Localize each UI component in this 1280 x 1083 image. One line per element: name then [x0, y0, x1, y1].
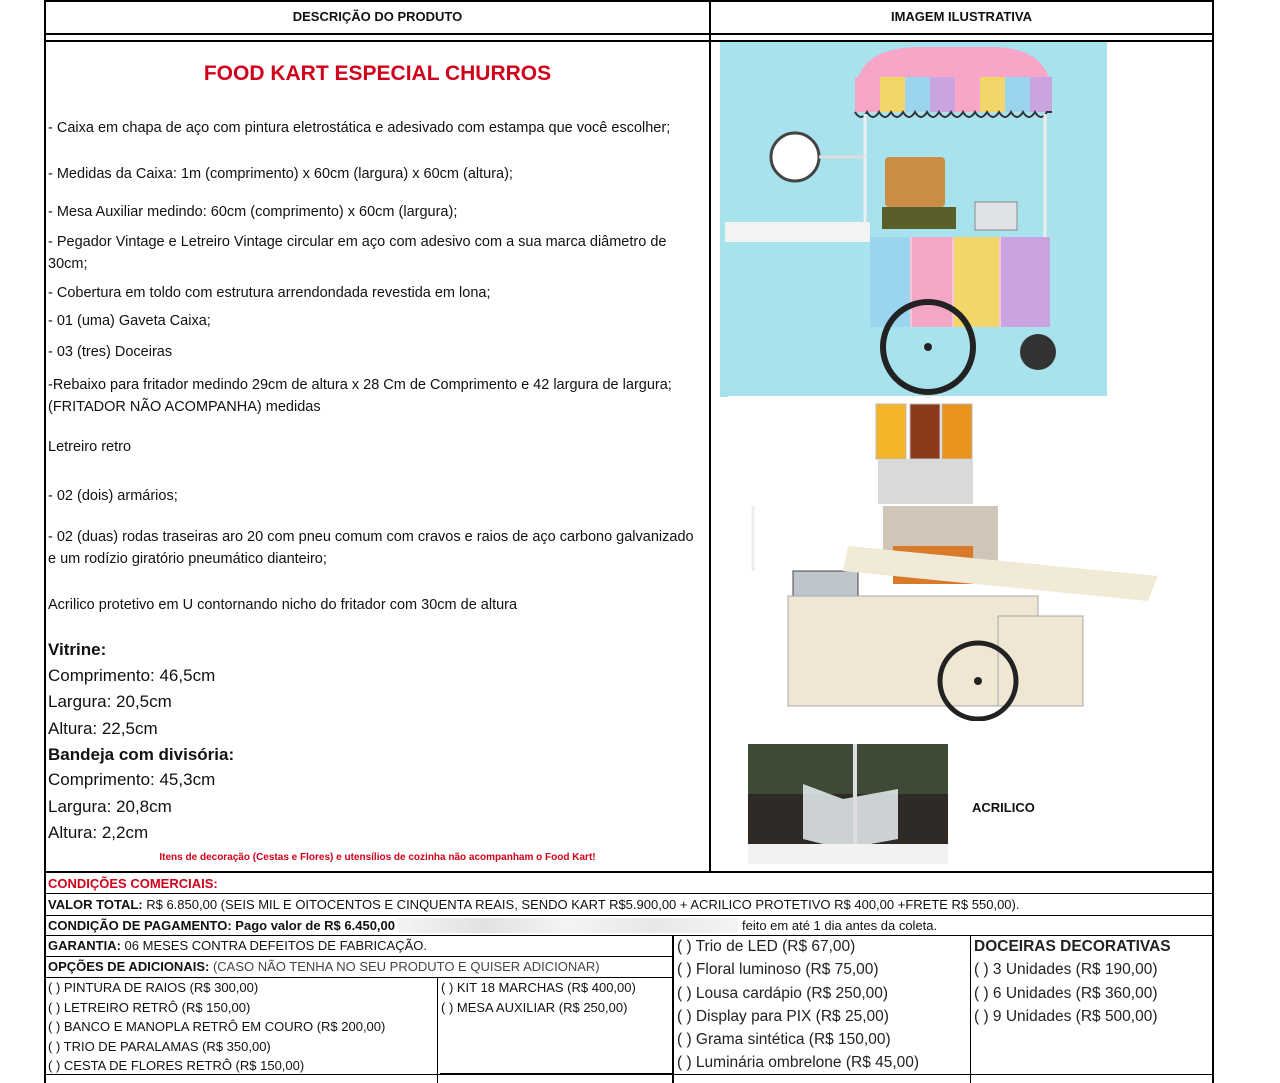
bandeja-title: Bandeja com divisória: — [48, 745, 235, 764]
bandeja-largura: Largura: 20,8cm — [48, 797, 172, 816]
header-description: DESCRIÇÃO DO PRODUTO — [292, 9, 463, 24]
dispensers — [885, 157, 945, 207]
addon-pintura-raios[interactable]: ( ) PINTURA DE RAIOS (R$ 300,00) — [48, 980, 259, 995]
header-image: IMAGEM ILUSTRATIVA — [890, 9, 1033, 24]
cond-rule-5 — [44, 977, 672, 978]
bullet-mesa: - Mesa Auxiliar medindo: 60cm (comprimento) x 60cm (largura); — [48, 204, 458, 220]
addon-grama-sintetica[interactable]: ( ) Grama sintética (R$ 150,00) — [677, 1031, 891, 1048]
addons-label: OPÇÕES DE ADICIONAIS: — [48, 959, 210, 974]
sign-circle — [771, 133, 819, 181]
bullet-armarios: - 02 (dois) armários; — [48, 488, 178, 504]
addon-col-divider-1 — [437, 977, 438, 1083]
bullet-caixa: - Caixa em chapa de aço com pintura eletrostática e adesivado com estampa que você escolher; — [48, 120, 671, 136]
content-bottom-rule — [44, 871, 1214, 873]
addon-trio-paralamas[interactable]: ( ) TRIO DE PARALAMAS (R$ 350,00) — [48, 1039, 271, 1054]
addon-letreiro-retro[interactable]: ( ) LETREIRO RETRÔ (R$ 150,00) — [48, 1000, 251, 1015]
addon-col-divider-2 — [672, 935, 674, 1083]
payment-label: CONDIÇÃO DE PAGAMENTO: Pago valor de R$ 6.450,00 — [48, 918, 395, 933]
cond-rule-3 — [44, 935, 1214, 936]
addon-kit-marchas[interactable]: ( ) KIT 18 MARCHAS (R$ 400,00) — [441, 980, 636, 995]
addon-cesta-flores[interactable]: ( ) CESTA DE FLORES RETRÔ (R$ 150,00) — [48, 1058, 305, 1073]
warranty-label: GARANTIA: — [48, 938, 121, 953]
product-title: FOOD KART ESPECIAL CHURROS — [203, 62, 552, 85]
addon-bottom-rule — [44, 1074, 1214, 1075]
valor-total-label: VALOR TOTAL: — [48, 897, 143, 912]
valor-total-row — [48, 897, 1019, 912]
payment-row — [48, 918, 395, 933]
border-left — [44, 0, 46, 1083]
warranty-row — [48, 938, 427, 953]
doceiras-title: DOCEIRAS DECORATIVAS — [974, 938, 1171, 955]
vitrine-comprimento: Comprimento: 46,5cm — [48, 666, 216, 685]
addon-mesa-auxiliar[interactable]: ( ) MESA AUXILIAR (R$ 250,00) — [441, 1000, 628, 1015]
addon-trio-led[interactable]: ( ) Trio de LED (R$ 67,00) — [677, 938, 856, 955]
payment-redacted — [398, 918, 738, 933]
illustration-kart-pastel — [720, 42, 1107, 397]
bullet-medidas: - Medidas da Caixa: 1m (comprimento) x 60cm (largura) x 60cm (altura); — [48, 166, 513, 182]
bandeja-altura: Altura: 2,2cm — [48, 823, 149, 842]
decor-note: Itens de decoração (Cestas e Flores) e utensílios de cozinha não acompanham o Food Kart! — [159, 852, 596, 863]
payment-tail: feito em até 1 dia antes da coleta. — [742, 918, 938, 933]
cond-rule-4 — [44, 956, 672, 957]
bullet-rebaixo: -Rebaixo para fritador medindo 29cm de altura x 28 Cm de Comprimento e 42 largura de largura; (FRITADOR NÃO ACOMPANHA) medidas — [48, 377, 672, 415]
vitrine-largura: Largura: 20,5cm — [48, 692, 172, 711]
addon-lousa-cardapio[interactable]: ( ) Lousa cardápio (R$ 250,00) — [677, 985, 889, 1002]
cond-rule-1 — [44, 893, 1214, 894]
column-divider — [709, 0, 711, 872]
bullet-rodas: - 02 (duas) rodas traseiras aro 20 com pneu comum com cravos e raios de aço carbono galvanizado e um rodízio giratório pneumático dianteiro; — [48, 529, 694, 567]
addon-floral-luminoso[interactable]: ( ) Floral luminoso (R$ 75,00) — [677, 961, 879, 978]
acrilico-label: ACRILICO — [972, 800, 1035, 815]
side-table — [725, 222, 870, 242]
bullet-doceiras: - 03 (tres) Doceiras — [48, 344, 173, 360]
bullet-gaveta: - 01 (uma) Gaveta Caixa; — [48, 313, 211, 329]
wheel-front — [1020, 334, 1056, 370]
addons-note: (CASO NÃO TENHA NO SEU PRODUTO E QUISER ADICIONAR) — [209, 959, 600, 974]
header-rule-1 — [44, 33, 1214, 35]
illustration-kart-open — [728, 396, 1163, 721]
addon-display-pix[interactable]: ( ) Display para PIX (R$ 25,00) — [677, 1008, 889, 1025]
cond-rule-2 — [44, 915, 1214, 916]
bullet-acrilico: Acrilico protetivo em U contornando nicho do fritador com 30cm de altura — [48, 597, 518, 613]
valor-total-value: R$ 6.850,00 (SEIS MIL E OITOCENTOS E CINQUENTA REAIS, SENDO KART R$5.900,00 + ACRILICO PROTETIVO R$ 400,00 +FRETE R$ 550,00). — [142, 897, 1020, 912]
border-top — [44, 0, 1214, 2]
vitrine-title: Vitrine: — [48, 640, 107, 659]
addon-banco-manopla[interactable]: ( ) BANCO E MANOPLA RETRÔ EM COURO (R$ 200,00) — [48, 1019, 386, 1034]
bullet-pegador: - Pegador Vintage e Letreiro Vintage circular em aço com adesivo com a sua marca diâmetro de 30cm; — [48, 234, 667, 272]
doceiras-3[interactable]: ( ) 3 Unidades (R$ 190,00) — [974, 961, 1158, 978]
addons-row — [48, 959, 600, 974]
addon-luminaria-ombrelone[interactable]: ( ) Luminária ombrelone (R$ 45,00) — [677, 1054, 920, 1071]
awning — [855, 47, 1052, 117]
addon-col-divider-3 — [970, 935, 971, 1083]
doceiras-6[interactable]: ( ) 6 Unidades (R$ 360,00) — [974, 985, 1158, 1002]
bullet-cobertura: - Cobertura em toldo com estrutura arrendondada revestida em lona; — [48, 285, 491, 301]
doceiras-9[interactable]: ( ) 9 Unidades (R$ 500,00) — [974, 1008, 1158, 1025]
border-right — [1212, 0, 1214, 1083]
warranty-value: 06 MESES CONTRA DEFEITOS DE FABRICAÇÃO. — [120, 938, 427, 953]
vitrine-altura: Altura: 22,5cm — [48, 719, 158, 738]
conditions-title: CONDIÇÕES COMERCIAIS: — [48, 876, 218, 891]
illustration-acrilico — [748, 744, 948, 864]
bullet-letreiro: Letreiro retro — [48, 439, 132, 455]
bandeja-comprimento: Comprimento: 45,3cm — [48, 770, 216, 789]
